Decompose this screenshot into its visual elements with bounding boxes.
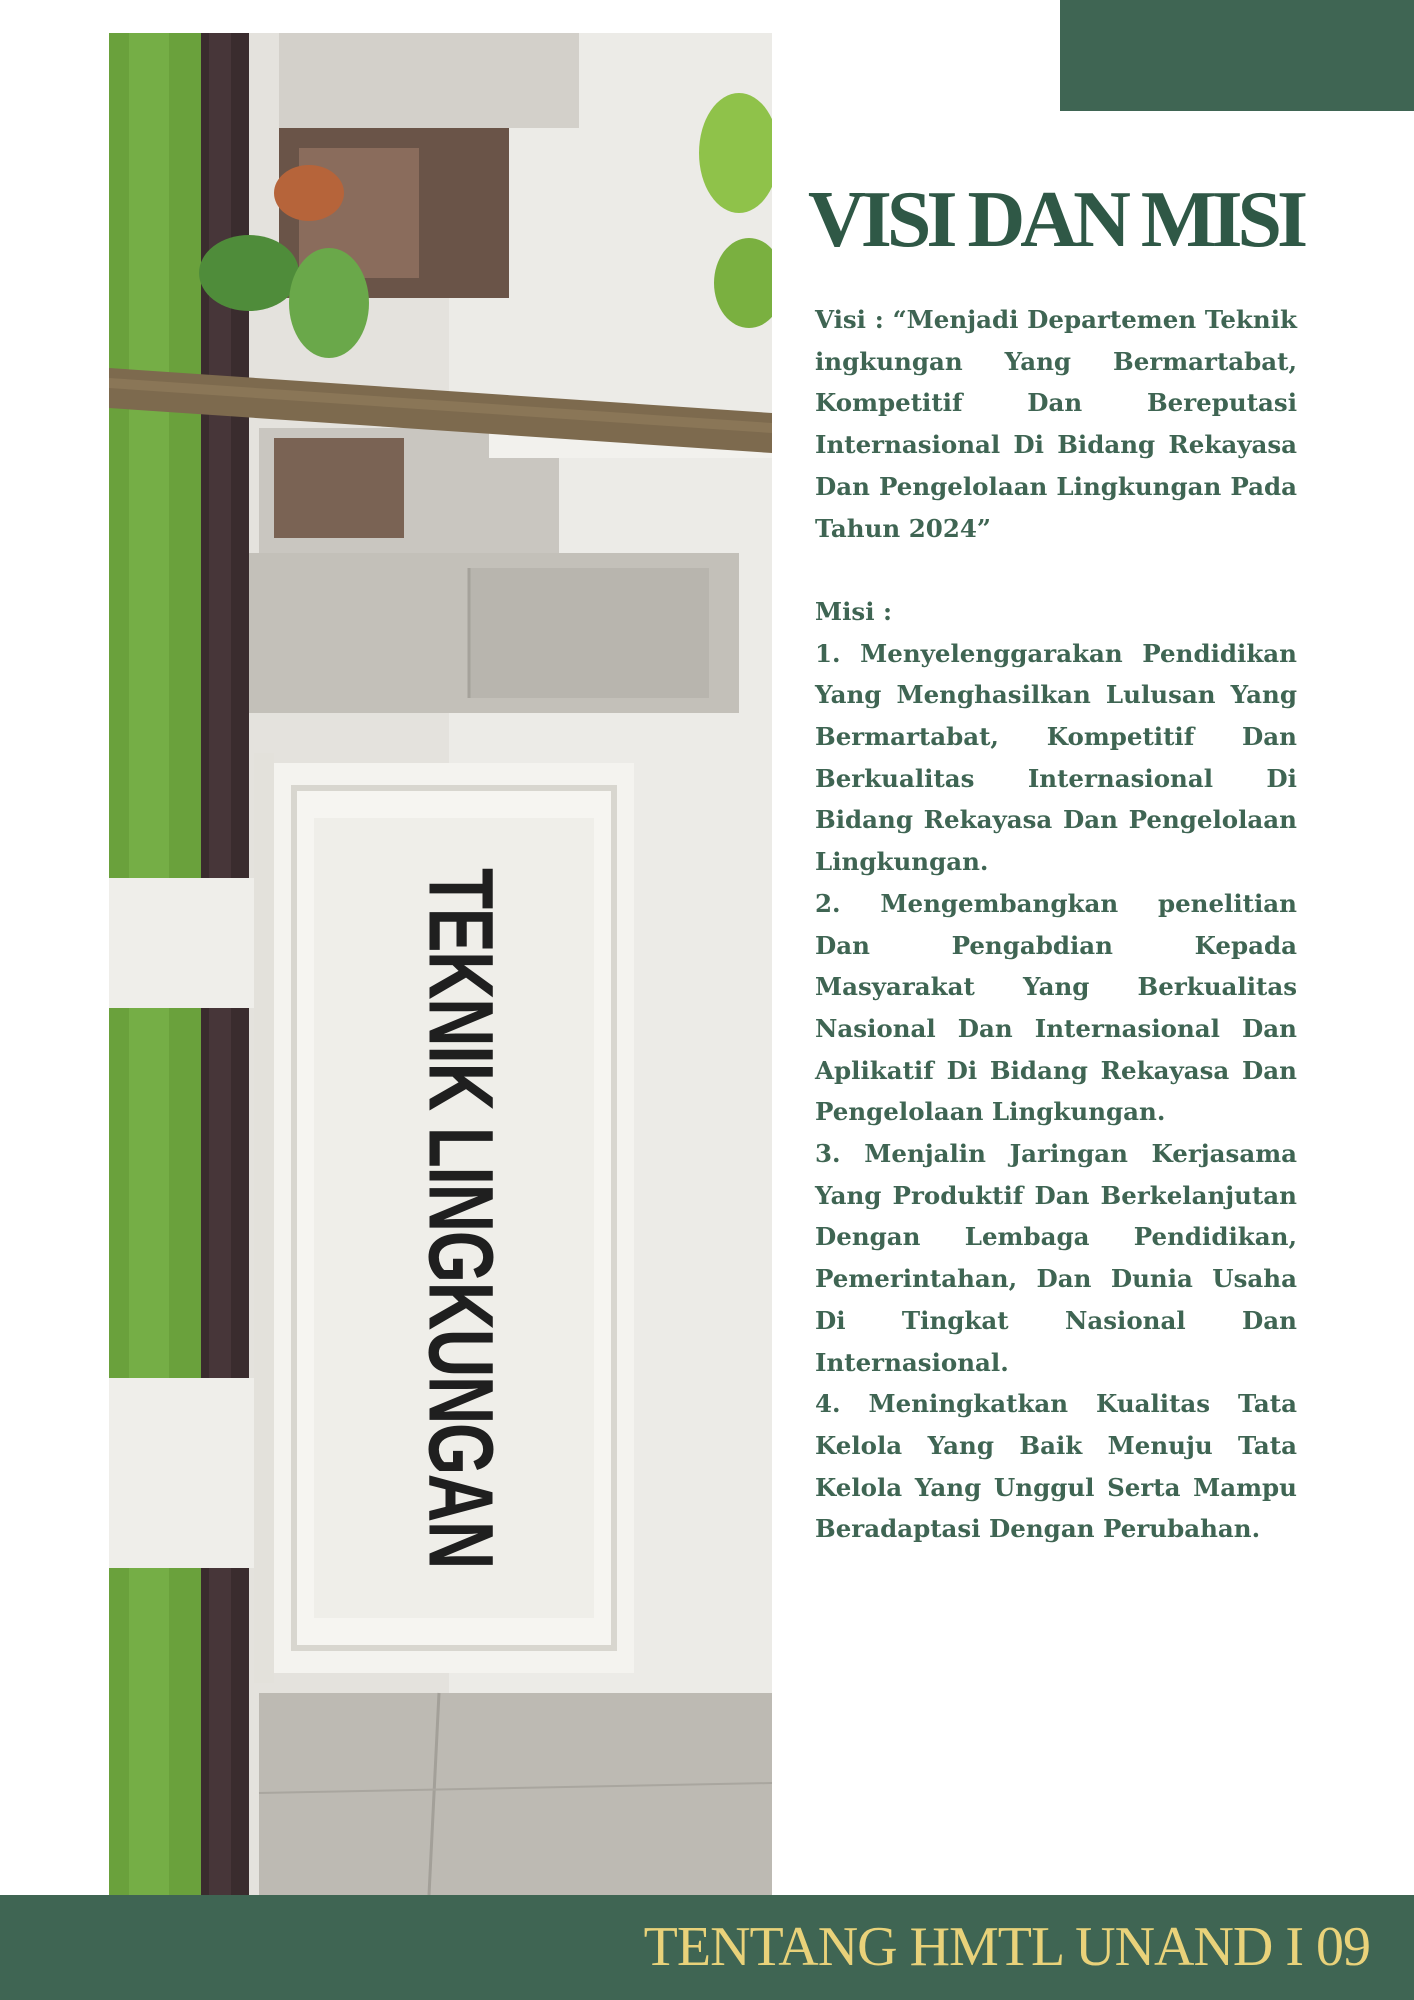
vision-statement: Visi : “Menjadi Departemen Teknik ingkungan Yang Bermartabat, Kompetitif Dan Bereputasi Internasional Di Bidang Rekayasa Dan Pengelolaan Lingkungan Pada Tahun 2024”: [815, 305, 1297, 543]
top-accent-bar: [1060, 0, 1414, 111]
building-sign-photo: [109, 33, 772, 1895]
mission-heading: Misi :: [815, 596, 893, 626]
footer-bar: [0, 1895, 1414, 2000]
paragraph-spacer: [815, 549, 1297, 591]
page-title: VISI DAN MISI: [808, 176, 1304, 264]
vision-mission-text: [815, 299, 1297, 1550]
mission-item: 4. Meningkatkan Kualitas Tata Kelola Yang Baik Menuju Tata Kelola Yang Unggul Serta Mampu Beradaptasi Dengan Perubahan.: [815, 1389, 1297, 1544]
mission-item: 2. Mengembangkan penelitian Dan Pengabdian Kepada Masyarakat Yang Berkualitas Nasional Dan Internasional Dan Aplikatif Di Bidang Rekayasa Dan Pengelolaan Lingkungan.: [815, 888, 1297, 1127]
mission-item: 3. Menjalin Jaringan Kerjasama Yang Produktif Dan Berkelanjutan Dengan Lembaga Pendidikan, Pemerintahan, Dan Dunia Usaha Di Tingkat Nasional Dan Internasional.: [815, 1139, 1297, 1377]
footer-caption: TENTANG HMTL UNAND I 09: [643, 1916, 1370, 1978]
sign-lettering: TEKNIK LINGKUNGAN: [409, 868, 512, 1826]
mission-item: 1. Menyelenggarakan Pendidikan Yang Menghasilkan Lulusan Yang Bermartabat, Kompetitif Dan Berkualitas Internasional Di Bidang Rekayasa Dan Pengelolaan Lingkungan.: [815, 638, 1297, 877]
